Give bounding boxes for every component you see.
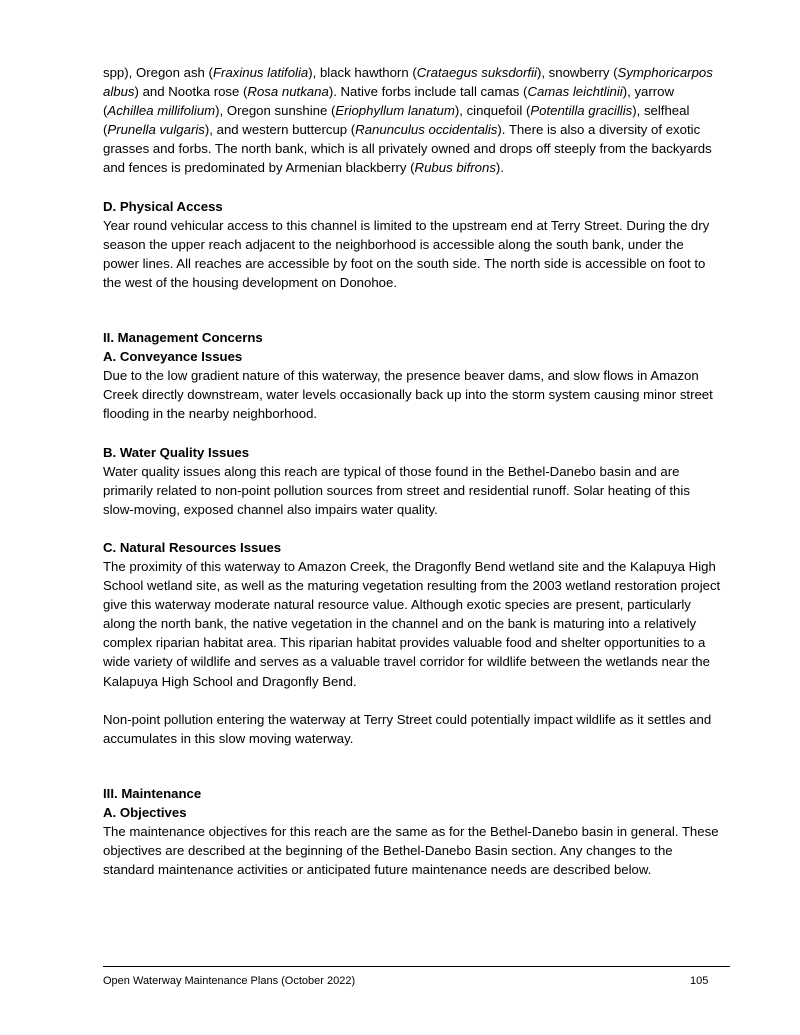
objectives-heading: A. Objectives — [103, 804, 187, 820]
maintenance-heading: III. Maintenance — [103, 785, 202, 801]
footer-title: Open Waterway Maintenance Plans (October 2022) — [103, 975, 356, 987]
natural-resources-body: The proximity of this waterway to Amazon Creek, the Dragonfly Bend wetland site and the Kalapuya High School wetland site, as well as the maturing vegetation resulting from the 2003 wetland restoration project give this waterway moderate natural resource value. Although exotic species are present, particularly along the north bank, the native vegetation in the channel and on the bank is maturing into a relatively complex riparian habitat area. This riparian habitat provides valuable food and shelter opportunities to a wide variety of wildlife and serves as a valuable travel corridor for wildlife between the wetlands near the Kalapuya High School and Dragonfly Bend. — [103, 558, 721, 689]
page-number: 105 — [690, 975, 709, 987]
document-body — [103, 63, 723, 879]
water-quality-heading: B. Water Quality Issues — [103, 444, 250, 460]
water-quality-body: Water quality issues along this reach are typical of those found in the Bethel-Danebo basin and are primarily related to non-point pollution sources from street and residential runoff. Solar heating of this slow-moving, exposed channel also impairs water quality. — [103, 463, 690, 517]
natural-resources-heading: C. Natural Resources Issues — [103, 539, 282, 555]
objectives-body: The maintenance objectives for this reach are the same as for the Bethel-Danebo basin in general. These objectives are described at the beginning of the Bethel-Danebo Basin section. Any changes to the standard maintenance activities or anticipated future maintenance needs are described below. — [103, 824, 719, 878]
physical-access-body: Year round vehicular access to this channel is limited to the upstream end at Terry Street. During the dry season the upper reach adjacent to the neighborhood is accessible along the south bank, under the power lines. All reaches are accessible by foot on the south side. The north side is accessible on foot to the west of the housing development on Donohoe. — [103, 217, 710, 290]
management-concerns-heading: II. Management Concerns — [103, 330, 263, 346]
conveyance-issues-heading: A. Conveyance Issues — [103, 349, 243, 365]
physical-access-heading: D. Physical Access — [103, 198, 223, 214]
vegetation-paragraph: spp), Oregon ash (Fraxinus latifolia), black hawthorn (Crataegus suksdorfii), snowberry (Symphoricarpos albus) and Nootka rose (Rosa nutkana). Native forbs include tall camas (Camas leichtlinii), yarrow (Achillea millifolium), Oregon sunshine (Eriophyllum lanatum), cinquefoil (Potentilla gracillis), selfheal (Prunella vulgaris), and western buttercup (Ranunculus occidentalis). There is also a diversity of exotic grasses and forbs. The north bank, which is all privately owned and drops off steeply from the backyards and fences is predominated by Armenian blackberry (Rubus bifrons). — [103, 65, 713, 176]
conveyance-issues-body: Due to the low gradient nature of this waterway, the presence beaver dams, and slow flows in Amazon Creek directly downstream, water levels occasionally back up into the storm system causing minor street flooding in the nearby neighborhood. — [103, 368, 713, 422]
natural-resources-body-2: Non-point pollution entering the waterway at Terry Street could potentially impact wildlife as it settles and accumulates in this slow moving waterway. — [103, 711, 712, 746]
footer-divider — [103, 966, 730, 967]
